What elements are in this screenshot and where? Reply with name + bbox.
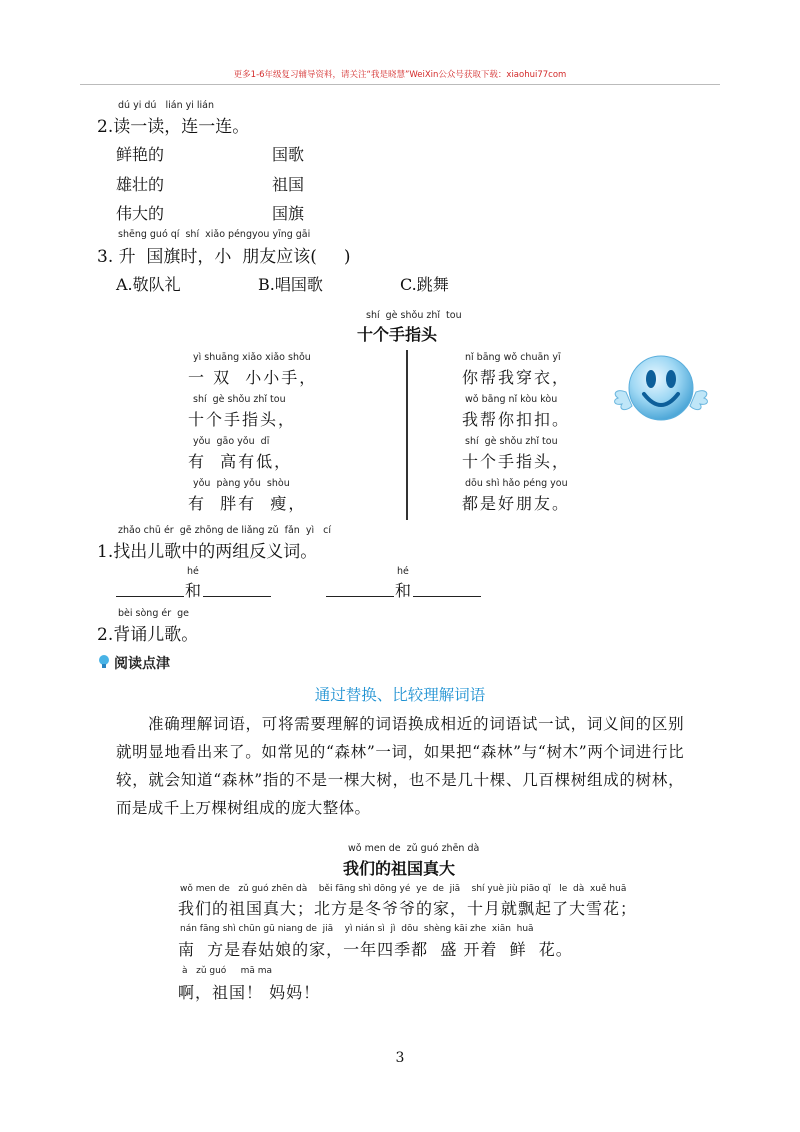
ex1-he-1: 和 bbox=[185, 581, 202, 600]
header-divider bbox=[80, 84, 720, 85]
poem2-line-1: 我们的祖国真大；北方是冬爷爷的家，十月就飘起了大雪花； bbox=[178, 899, 638, 918]
q3-option-c: C.跳舞 bbox=[400, 275, 449, 294]
poem1-left-py-2: shí gè shǒu zhǐ tou bbox=[193, 394, 286, 405]
header-banner: 更多1-6年级复习辅导资料，请关注“我是晓慧”WeiXin公众号获取下载：xiaohui77com bbox=[233, 70, 567, 80]
ex2-pinyin: bèi sòng ér ge bbox=[118, 608, 190, 619]
reading-tip-paragraph: 准确理解词语，可将需要理解的词语换成相近的词语试一试，词义间的区别就明显地看出来了。如常见的“森林”一词，如果把“森林”与“树木”两个词进行比较，就会知道“森林”指的不是一棵大树，也不是几十棵、几百棵树组成的树林，而是成千上万棵树组成的庞大整体。 bbox=[116, 715, 684, 817]
poem1-right-py-2: wǒ bāng nǐ kòu kòu bbox=[465, 394, 558, 405]
poem2-title: 我们的祖国真大 bbox=[343, 859, 456, 878]
poem1-column-divider bbox=[406, 350, 408, 520]
poem1-right-line-2: 我帮你扣扣。 bbox=[462, 410, 571, 429]
poem1-title-pinyin: shí gè shǒu zhǐ tou bbox=[366, 310, 462, 321]
poem2-title-pinyin: wǒ men de zǔ guó zhēn dà bbox=[348, 843, 480, 854]
ex1-he-pinyin-2: hé bbox=[397, 566, 409, 577]
answer-blank[interactable] bbox=[116, 596, 184, 597]
ex1-title: 1.找出儿歌中的两组反义词。 bbox=[97, 542, 318, 562]
q3-option-a: A.敬队礼 bbox=[116, 275, 181, 294]
poem2-py-1: wǒ men de zǔ guó zhēn dà běi fāng shì dōng yé ye de jiā shí yuè jiù piāo qǐ le dà xuě huā bbox=[180, 884, 627, 894]
poem2-py-3: à zǔ guó mā ma bbox=[182, 966, 273, 976]
poem2-line-3: 啊，祖国！ 妈妈！ bbox=[178, 983, 321, 1002]
poem1-right-py-4: dōu shì hǎo péng you bbox=[465, 478, 568, 489]
answer-blank[interactable] bbox=[203, 596, 271, 597]
q2-right-1: 国歌 bbox=[272, 145, 305, 164]
q2-right-2: 祖国 bbox=[272, 175, 305, 194]
poem1-left-py-4: yǒu pàng yǒu shòu bbox=[193, 478, 290, 489]
smiley-hands-illustration bbox=[608, 352, 714, 424]
answer-blank[interactable] bbox=[413, 596, 481, 597]
poem1-right-py-3: shí gè shǒu zhǐ tou bbox=[465, 436, 558, 447]
answer-blank[interactable] bbox=[326, 596, 394, 597]
ex1-he-pinyin-1: hé bbox=[187, 566, 199, 577]
q3-option-b: B.唱国歌 bbox=[258, 275, 323, 294]
q3-title: 3. 升 国旗时，小 朋友应该( ) bbox=[97, 247, 351, 267]
poem1-left-line-1: 一 双 小小手， bbox=[188, 368, 318, 387]
ex2-title: 2.背诵儿歌。 bbox=[97, 625, 199, 645]
reading-tip-label: 阅读点津 bbox=[114, 656, 170, 672]
q2-left-1: 鲜艳的 bbox=[116, 145, 165, 164]
poem1-right-line-4: 都是好朋友。 bbox=[462, 494, 571, 513]
poem1-left-py-3: yǒu gāo yǒu dī bbox=[193, 436, 270, 447]
poem1-right-py-1: nǐ bāng wǒ chuān yī bbox=[465, 352, 561, 363]
ex1-he-2: 和 bbox=[395, 581, 412, 600]
q2-left-2: 雄壮的 bbox=[116, 175, 165, 194]
q2-left-3: 伟大的 bbox=[116, 204, 165, 223]
poem1-title: 十个手指头 bbox=[357, 325, 438, 344]
poem1-left-line-2: 十个手指头， bbox=[188, 410, 297, 429]
poem1-left-py-1: yì shuāng xiǎo xiǎo shǒu bbox=[193, 352, 311, 363]
poem1-left-line-4: 有 胖有 瘦， bbox=[188, 494, 307, 513]
q3-pinyin: shēng guó qí shí xiǎo péngyou yīng gāi bbox=[118, 229, 311, 240]
poem1-left-line-3: 有 高有低， bbox=[188, 452, 293, 471]
poem2-py-2: nán fāng shì chūn gū niang de jiā yì nián sì jì dōu shèng kāi zhe xiān huā bbox=[180, 924, 534, 934]
q2-right-3: 国旗 bbox=[272, 204, 305, 223]
q2-pinyin: dú yi dú lián yi lián bbox=[118, 100, 215, 111]
reading-tip-heading: 通过替换、比较理解词语 bbox=[314, 686, 486, 704]
page-number: 3 bbox=[395, 1050, 405, 1066]
q2-title: 2.读一读，连一连。 bbox=[97, 117, 250, 137]
lightbulb-icon bbox=[97, 654, 111, 670]
poem2-line-2: 南 方是春姑娘的家，一年四季都 盛 开着 鲜 花。 bbox=[178, 940, 573, 959]
ex1-pinyin: zhǎo chū ér gē zhōng de liǎng zǔ fǎn yì cí bbox=[118, 525, 332, 536]
poem1-right-line-1: 你帮我穿衣， bbox=[462, 368, 571, 387]
poem1-right-line-3: 十个手指头， bbox=[462, 452, 571, 471]
